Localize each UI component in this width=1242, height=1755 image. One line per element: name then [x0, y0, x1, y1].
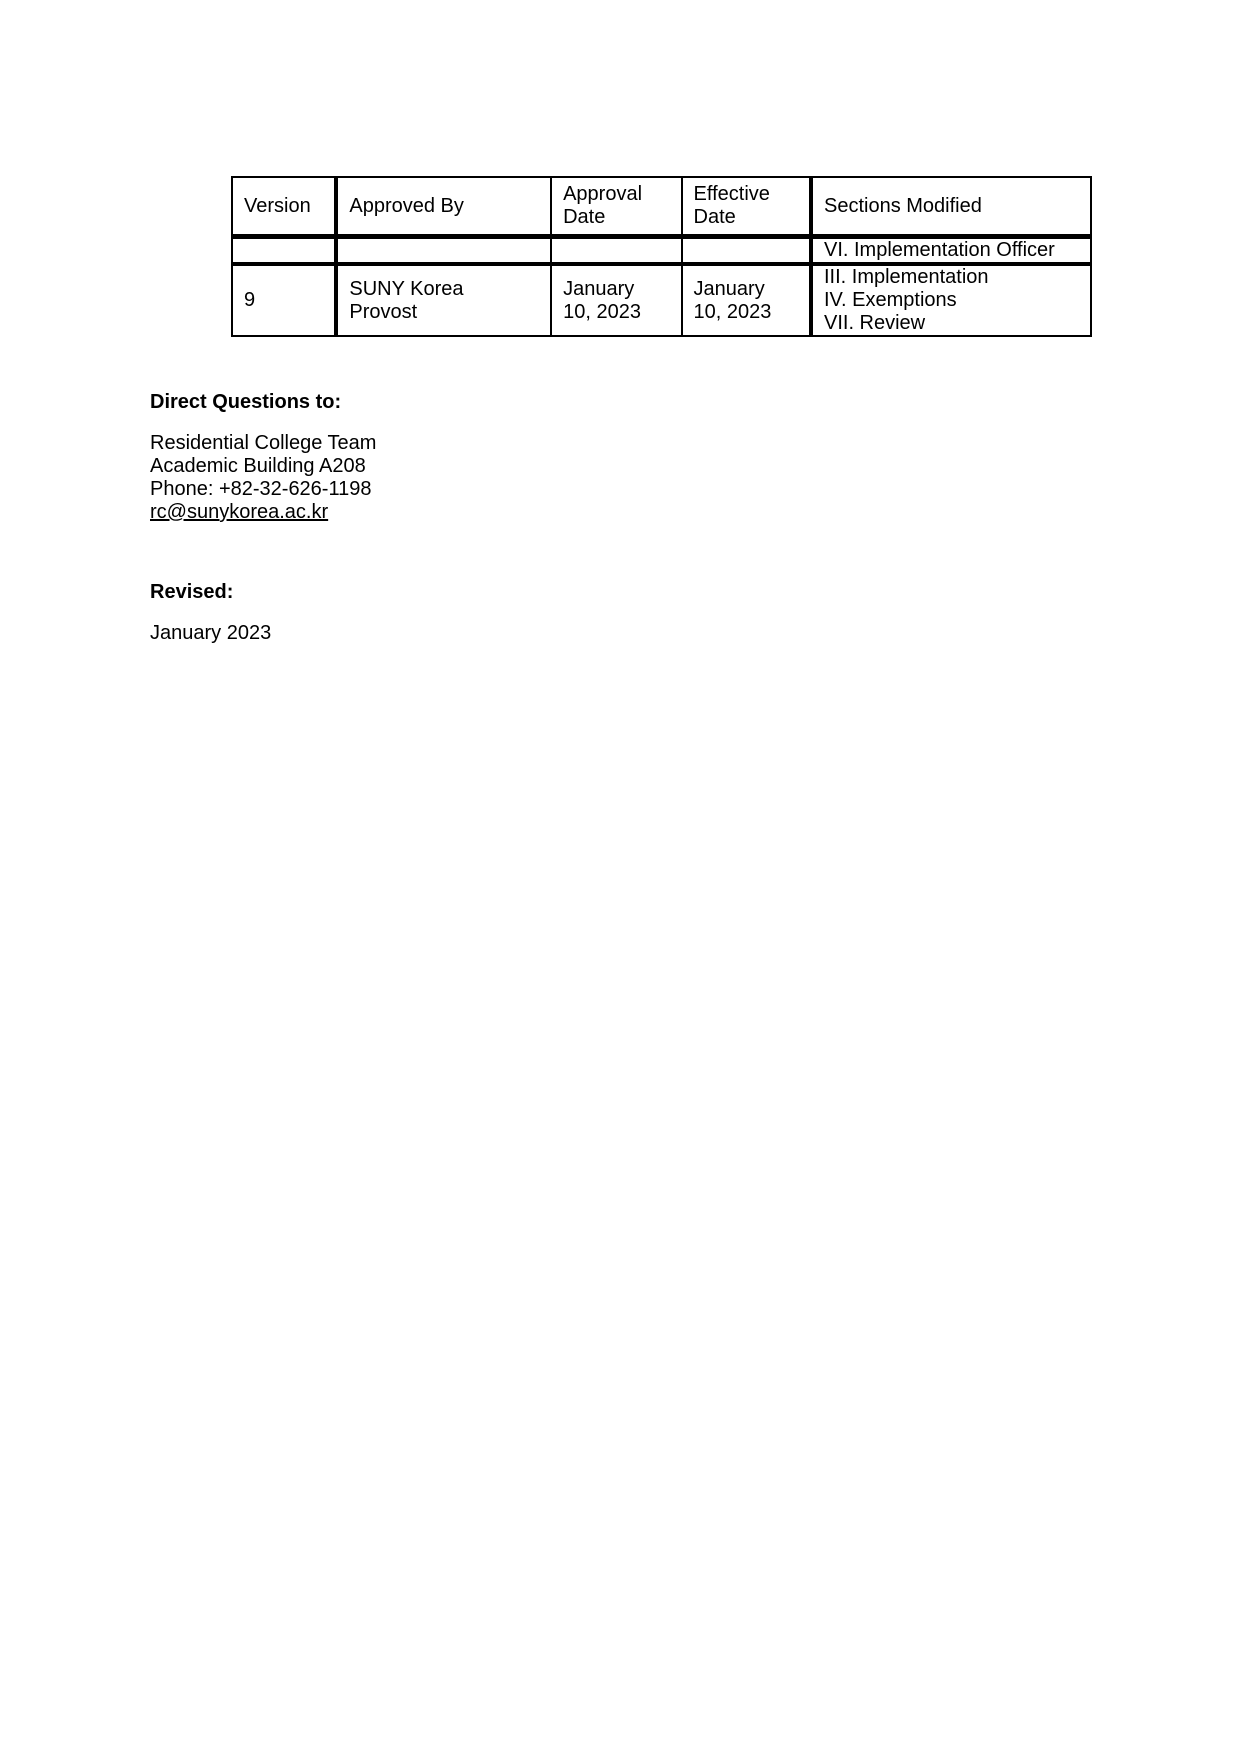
contact-location: Academic Building A208	[150, 455, 366, 477]
table-cell-sections: VI. Implementation Officer	[811, 237, 1091, 265]
table-cell-effective-date: January 10, 2023	[682, 264, 811, 336]
table-cell-approved-by: SUNY Korea Provost	[336, 264, 551, 336]
table-cell-approval-date: January 10, 2023	[551, 264, 681, 336]
table-row	[232, 264, 1091, 336]
contact-heading: Direct Questions to:	[150, 391, 342, 413]
revision-history-table	[231, 176, 1092, 337]
table-cell	[232, 237, 336, 265]
table-header-row	[232, 177, 1091, 237]
contact-block	[150, 432, 376, 524]
table-cell	[682, 237, 811, 265]
revised-date: January 2023	[150, 622, 272, 644]
table-cell	[336, 237, 551, 265]
table-cell-sections: III. Implementation IV. Exemptions VII. Review	[811, 264, 1091, 336]
table-cell-version: 9	[232, 264, 336, 336]
table-row	[232, 237, 1091, 265]
contact-email-link[interactable]: rc@sunykorea.ac.kr	[150, 501, 329, 523]
header-sections-modified: Sections Modified	[811, 177, 1091, 237]
header-approved-by: Approved By	[336, 177, 551, 237]
header-effective-date: Effective Date	[682, 177, 811, 237]
revised-heading: Revised:	[150, 581, 234, 603]
contact-phone: Phone: +82-32-626-1198	[150, 478, 372, 500]
table-cell	[551, 237, 681, 265]
header-approval-date: Approval Date	[551, 177, 681, 237]
contact-team: Residential College Team	[150, 432, 377, 454]
header-version: Version	[232, 177, 336, 237]
